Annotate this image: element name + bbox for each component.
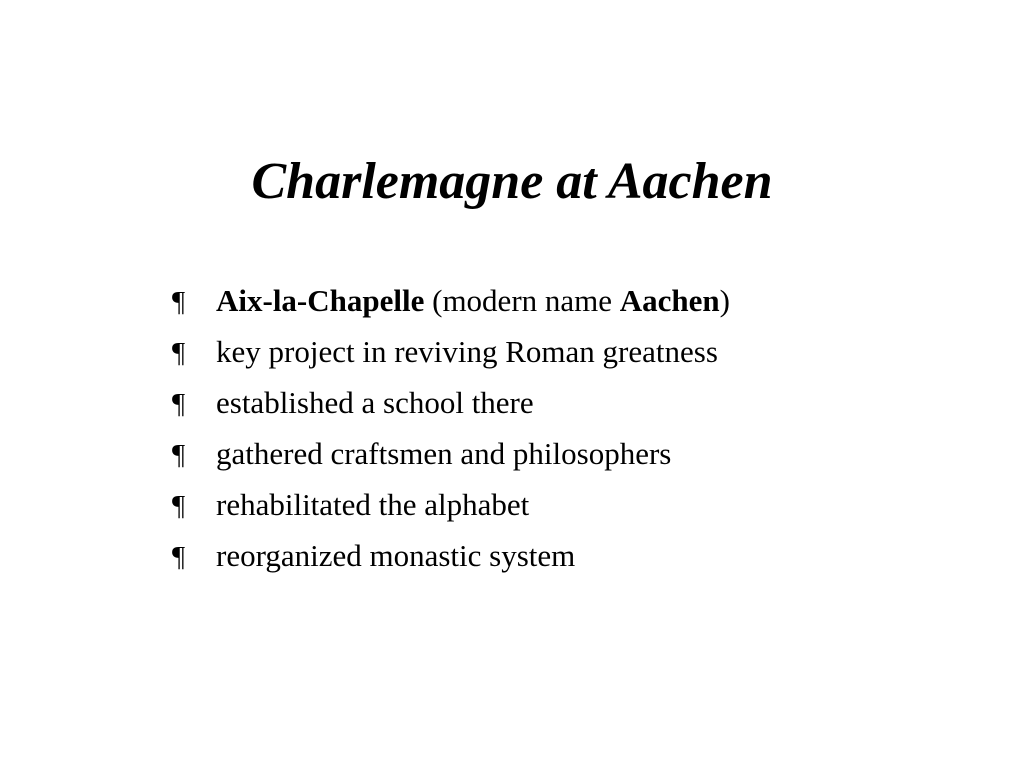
bullet-text-bold: Aix-la-Chapelle <box>216 283 425 318</box>
bullet-item <box>172 480 730 531</box>
bullet-text: reorganized monastic system <box>216 538 576 573</box>
bullet-item <box>172 429 730 480</box>
bullet-text-segment: ) <box>719 283 730 318</box>
bullet-text: rehabilitated the alphabet <box>216 487 530 522</box>
pilcrow-bullet-icon: ¶ <box>172 541 186 573</box>
bullet-item <box>172 378 730 429</box>
bullet-text: gathered craftsmen and philosophers <box>216 436 672 471</box>
pilcrow-bullet-icon: ¶ <box>172 286 186 318</box>
bullet-item <box>172 531 730 582</box>
pilcrow-bullet-icon: ¶ <box>172 490 186 522</box>
bullet-item <box>172 327 730 378</box>
pilcrow-bullet-icon: ¶ <box>172 388 186 420</box>
bullet-text <box>216 276 730 325</box>
bullet-item <box>172 276 730 327</box>
bullet-text-bold: Aachen <box>619 283 720 318</box>
bullet-text: established a school there <box>216 385 534 420</box>
slide-title: Charlemagne at Aachen <box>251 153 773 210</box>
pilcrow-bullet-icon: ¶ <box>172 337 186 369</box>
bullet-list <box>172 276 730 582</box>
bullet-text: key project in reviving Roman greatness <box>216 334 718 369</box>
pilcrow-bullet-icon: ¶ <box>172 439 186 471</box>
bullet-text-segment: (modern name <box>424 283 620 318</box>
